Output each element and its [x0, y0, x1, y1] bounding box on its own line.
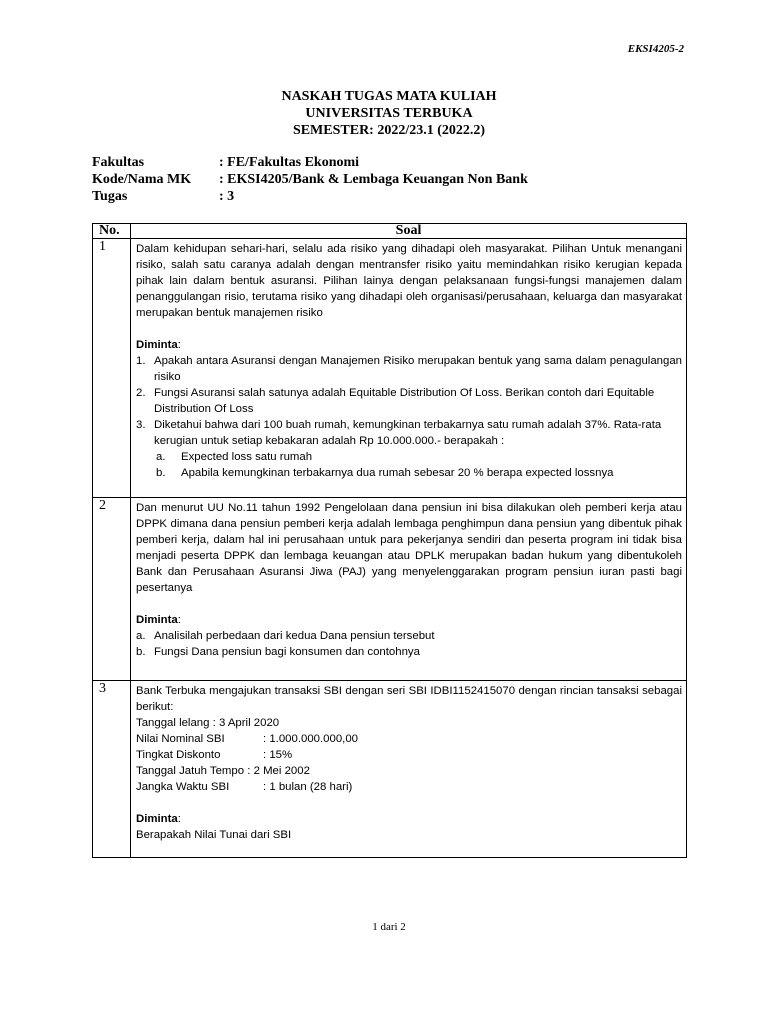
- document-code: EKSI4205-2: [627, 43, 684, 55]
- diminta-label: Diminta:: [136, 614, 181, 626]
- table-header-row: [93, 224, 687, 239]
- question-intro: Dalam kehidupan sehari-hari, selalu ada risiko yang dihadapi oleh masyarakat. Pilihan Untuk menangani risiko, salah satu caranya adalah dengan mentransfer risiko yaitu memindahkan risiko kerugian kepada pihak lain dalam bentuk asuransi. Pilihan lainya dengan pelaksanaan fungsi-fungsi manajemen dalam penanggulangan risio, terutama risiko yang dihadapi oleh organisasi/perusahaan, keluarga dan masyarakat merupakan bentuk manajemen risiko: [136, 243, 682, 319]
- meta-key: Kode/Nama MK: [92, 172, 192, 187]
- detail-jangka-waktu: Jangka Waktu SBI : 1 bulan (28 hari): [136, 781, 353, 793]
- question-intro: Bank Terbuka mengajukan transaksi SBI dengan seri SBI IDBI1152415070 dengan rincian tansaksi sebagai berikut:: [136, 685, 682, 713]
- meta-value: : 3: [219, 189, 235, 204]
- detail-tanggal-lelang: Tanggal lelang : 3 April 2020: [136, 717, 280, 729]
- title-line-university: UNIVERSITAS TERBUKA: [305, 106, 473, 121]
- meta-value: : FE/Fakultas Ekonomi: [219, 155, 360, 170]
- meta-row-fakultas: [92, 154, 528, 171]
- list-subitem: a. Expected loss satu rumah: [156, 451, 313, 463]
- question-row-3: [93, 681, 687, 858]
- title-line-course: NASKAH TUGAS MATA KULIAH: [281, 89, 497, 104]
- column-header-soal: Soal: [131, 224, 687, 239]
- diminta-label: Diminta:: [136, 813, 181, 825]
- course-meta: [92, 154, 528, 205]
- meta-row-tugas: [92, 188, 528, 205]
- meta-key: Tugas: [92, 189, 128, 204]
- list-item: 3. Diketahui bahwa dari 100 buah rumah, kemungkinan terbakarnya satu rumah adalah 37%. Rata-rata kerugian untuk setiap kebakaran adalah Rp 10.000.000.- berapakah :: [136, 419, 662, 447]
- question-row-1: [93, 239, 687, 498]
- detail-nilai-nominal: Nilai Nominal SBI : 1.000.000.000,00: [136, 733, 359, 745]
- question-number: 1: [93, 239, 131, 498]
- question-row-2: [93, 498, 687, 681]
- question-number: 2: [93, 498, 131, 681]
- question-text: Berapakah Nilai Tunai dari SBI: [136, 829, 292, 841]
- question-intro: Dan menurut UU No.11 tahun 1992 Pengelolaan dana pensiun ini bisa dilakukan oleh pemberi kerja atau DPPK dimana dana pensiun pemberi kerja adalah lembaga penghimpun dana pensiun yang dibentuk pihak pemberi kerja, dalam hal ini perusahaan untuk para pekerjanya sendiri dan peserta program ini tidak bisa menjadi peserta DPPK dan lembaga keuangan atau DPLK merupakan badan hukum yang dibentukoleh Bank dan Perusahaan Asuransi Jiwa (PAJ) yang menyelenggarakan program pensiun iuran pasti bagi pesertanya: [136, 502, 682, 594]
- page-number: 1 dari 2: [372, 921, 406, 933]
- title-line-semester: SEMESTER: 2022/23.1 (2022.2): [292, 123, 486, 138]
- list-item: a. Analisilah perbedaan dari kedua Dana pensiun tersebut: [136, 630, 435, 642]
- meta-row-kode: [92, 171, 528, 188]
- list-item: b. Fungsi Dana pensiun bagi konsumen dan contohnya: [136, 646, 420, 658]
- question-cell: [131, 681, 687, 858]
- list-item: 2. Fungsi Asuransi salah satunya adalah Equitable Distribution Of Loss. Berikan contoh dari Equitable Distribution Of Loss: [136, 387, 655, 415]
- question-number: 3: [93, 681, 131, 858]
- detail-tingkat-diskonto: Tingkat Diskonto : 15%: [136, 749, 293, 761]
- list-item: 1. Apakah antara Asuransi dengan Manajemen Risiko merupakan bentuk yang sama dalam penagulangan risiko: [136, 355, 682, 383]
- list-subitem: b. Apabila kemungkinan terbakarnya dua rumah sebesar 20 % berapa expected lossnya: [156, 467, 614, 479]
- document-title: [0, 88, 768, 139]
- meta-value: : EKSI4205/Bank & Lembaga Keuangan Non Bank: [219, 172, 528, 187]
- question-table: [92, 223, 687, 858]
- question-cell: [131, 498, 687, 681]
- question-cell: [131, 239, 687, 498]
- meta-key: Fakultas: [92, 155, 145, 170]
- detail-jatuh-tempo: Tanggal Jatuh Tempo : 2 Mei 2002: [136, 765, 310, 777]
- column-header-no: No.: [93, 224, 131, 239]
- diminta-label: Diminta:: [136, 339, 181, 351]
